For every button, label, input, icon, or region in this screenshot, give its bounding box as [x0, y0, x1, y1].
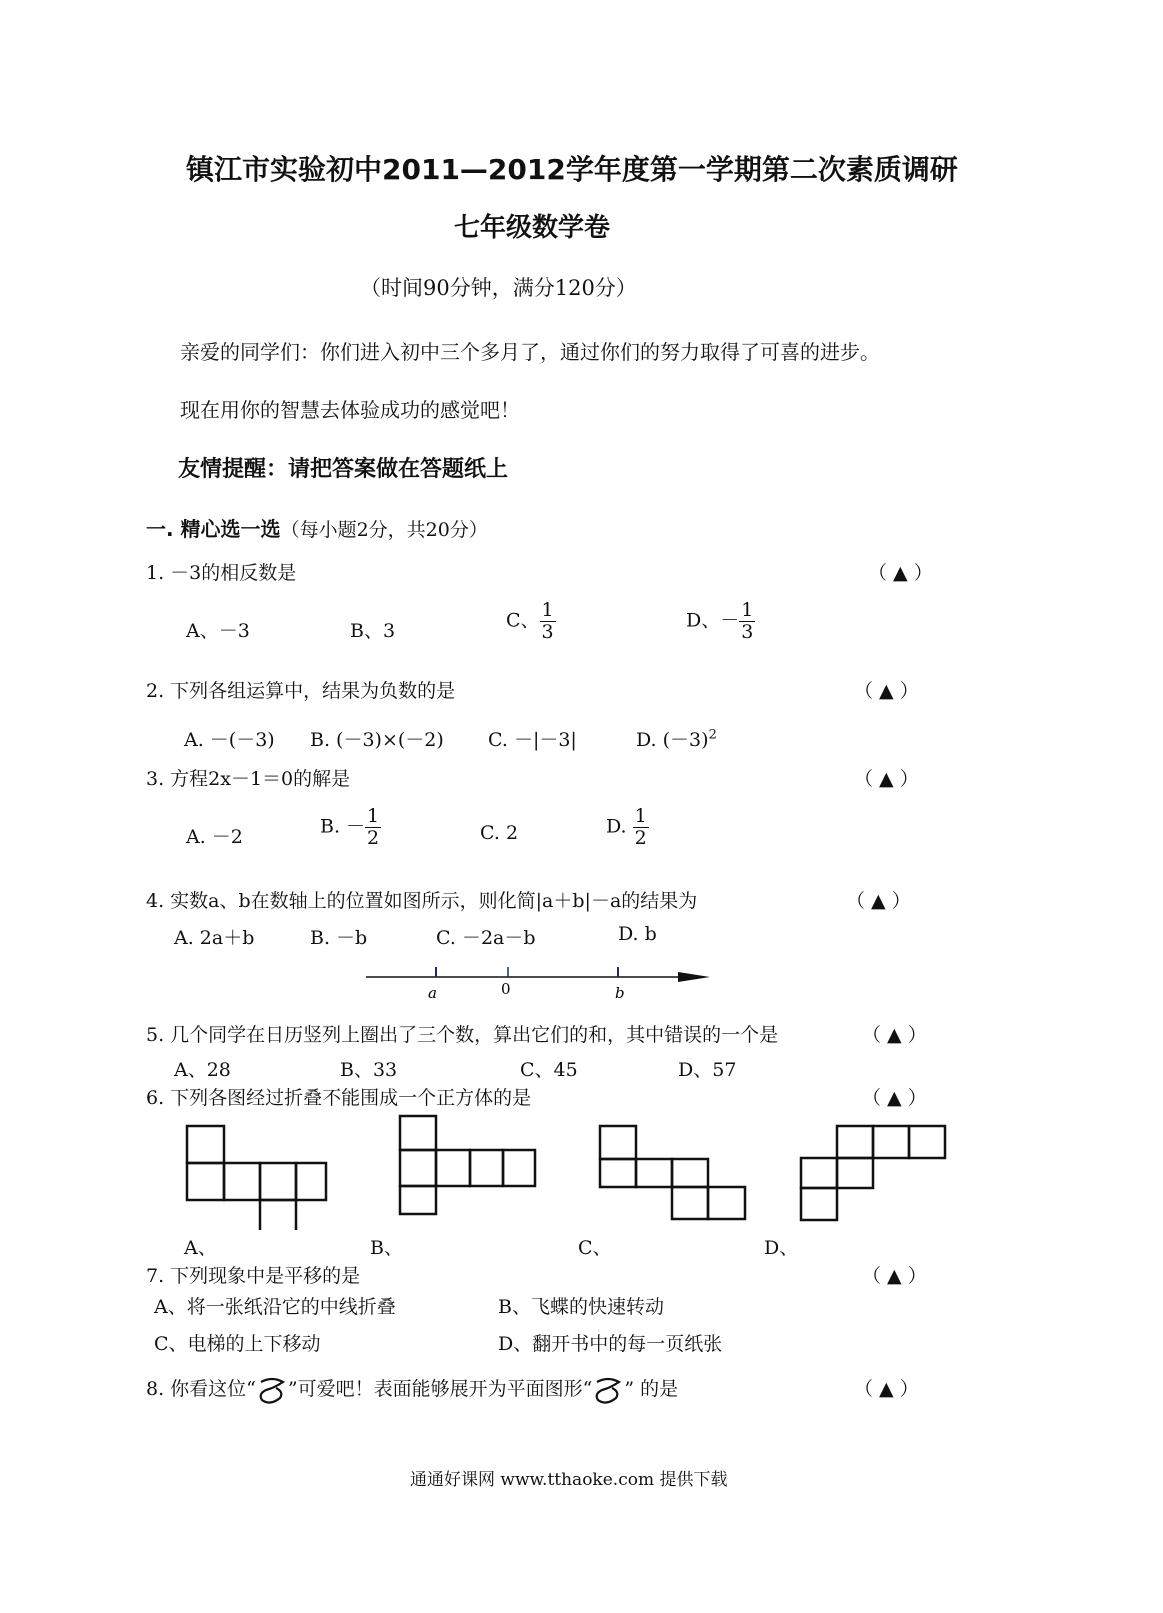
q3-option-d-fraction	[633, 806, 649, 849]
q3-option-a: A. －2	[186, 826, 243, 848]
q1-option-c	[506, 600, 556, 643]
q3-option-b-label: B. －	[320, 815, 366, 838]
section1-note: （每小题2分，共20分）	[280, 519, 488, 541]
q8-stem-part-3: ” 的是	[624, 1378, 679, 1400]
q5-option-d: D、57	[678, 1059, 737, 1081]
fraction-numerator: 1	[541, 599, 554, 621]
net-a	[187, 1126, 326, 1230]
fraction-denominator: 2	[367, 826, 380, 849]
fraction-denominator: 3	[741, 620, 754, 643]
section1-header	[146, 513, 488, 542]
q6-option-d: D、	[764, 1237, 799, 1259]
label-a: a	[428, 984, 437, 1002]
q3-option-b	[320, 806, 381, 849]
q3-answer-mark: （ ▲ ）	[854, 768, 919, 790]
net-c	[600, 1126, 745, 1219]
label-b: b	[615, 984, 625, 1002]
q1-stem: 1. －3的相反数是	[146, 562, 297, 584]
q6-stem: 6. 下列各图经过折叠不能围成一个正方体的是	[146, 1087, 532, 1109]
reminder: 友情提醒：请把答案做在答题纸上	[178, 457, 509, 482]
fraction-denominator: 3	[541, 620, 554, 643]
q7-option-d: D、翻开书中的每一页纸张	[498, 1333, 723, 1355]
fraction-numerator: 1	[634, 805, 647, 827]
q2-option-a: A. －(－3)	[184, 729, 275, 751]
q6-option-b: B、	[370, 1237, 403, 1259]
q1-answer-mark: （ ▲ ）	[868, 562, 933, 584]
label-zero: 0	[501, 980, 511, 998]
q3-option-d-label: D.	[606, 815, 627, 838]
q5-option-c: C、45	[520, 1059, 578, 1081]
net-d	[801, 1126, 945, 1220]
number-line-figure	[360, 960, 720, 1006]
q8-stem	[146, 1374, 678, 1404]
q2-option-d	[636, 725, 717, 752]
q8-stem-part-2: ”可爱吧！表面能够展开为平面图形“	[287, 1378, 593, 1400]
bead-figure-icon-2	[592, 1376, 624, 1404]
time-note: （时间90分钟，满分120分）	[360, 276, 637, 300]
q5-option-b: B、33	[340, 1059, 398, 1081]
q3-option-d	[606, 806, 649, 849]
q2-answer-mark: （ ▲ ）	[854, 680, 919, 702]
q4-option-c: C. －2a－b	[436, 927, 536, 949]
q3-option-c: C. 2	[480, 822, 519, 844]
q3-option-b-fraction	[365, 806, 381, 849]
q1-option-a: A、－3	[186, 620, 250, 642]
q2-stem: 2. 下列各组运算中，结果为负数的是	[146, 680, 456, 702]
q1-option-d	[686, 600, 755, 643]
q1-option-d-fraction	[739, 600, 755, 643]
q5-option-a: A、28	[174, 1059, 231, 1081]
q1-option-c-fraction	[540, 600, 556, 643]
q1-option-d-label: D、－	[686, 609, 740, 632]
page-footer: 通通好课网 www.tthaoke.com 提供下载	[410, 1470, 728, 1490]
q6-option-a: A、	[184, 1237, 217, 1259]
q6-answer-mark: （ ▲ ）	[862, 1087, 927, 1109]
q2-option-b: B. (－3)×(－2)	[310, 729, 444, 751]
q5-answer-mark: （ ▲ ）	[862, 1024, 927, 1046]
q2-option-d-base: D. (－3)	[636, 729, 709, 751]
fraction-denominator: 2	[634, 826, 647, 849]
q4-option-b: B. －b	[310, 927, 368, 949]
fraction-numerator: 1	[367, 805, 380, 827]
q4-option-a: A. 2a＋b	[174, 927, 255, 949]
greeting-line-1: 亲爱的同学们：你们进入初中三个多月了，通过你们的努力取得了可喜的进步。	[180, 340, 880, 364]
q5-stem: 5. 几个同学在日历竖列上圈出了三个数，算出它们的和，其中错误的一个是	[146, 1024, 779, 1046]
cube-nets-figure	[0, 1110, 1000, 1230]
q7-option-a: A、将一张纸沿它的中线折叠	[154, 1296, 396, 1318]
q3-stem: 3. 方程2x－1＝0的解是	[146, 768, 351, 790]
q1-option-c-label: C、	[506, 609, 540, 632]
q4-stem: 4. 实数a、b在数轴上的位置如图所示，则化简|a＋b|－a的结果为	[146, 890, 698, 912]
number-line-arrow	[678, 972, 710, 982]
q2-option-d-exponent: 2	[708, 727, 717, 743]
exam-subtitle: 七年级数学卷	[454, 213, 611, 243]
q7-answer-mark: （ ▲ ）	[862, 1265, 927, 1287]
q8-stem-part-1: 8. 你看这位“	[146, 1378, 256, 1400]
q8-answer-mark: （ ▲ ）	[854, 1378, 919, 1400]
q2-option-c: C. －|－3|	[488, 729, 577, 751]
q1-option-b: B、3	[350, 620, 396, 642]
q7-option-b: B、飞蝶的快速转动	[498, 1296, 664, 1318]
exam-title: 镇江市实验初中2011—2012学年度第一学期第二次素质调研	[186, 153, 958, 186]
section1-heading: 一. 精心选一选	[146, 517, 281, 541]
fraction-numerator: 1	[741, 599, 754, 621]
q7-option-c: C、电梯的上下移动	[154, 1333, 321, 1355]
net-b	[400, 1116, 535, 1214]
q6-option-c: C、	[578, 1237, 612, 1259]
q4-answer-mark: （ ▲ ）	[846, 890, 911, 912]
bead-figure-icon	[256, 1376, 288, 1404]
q7-stem: 7. 下列现象中是平移的是	[146, 1265, 361, 1287]
greeting-line-2: 现在用你的智慧去体验成功的感觉吧！	[180, 398, 520, 422]
q4-option-d: D. b	[618, 923, 657, 945]
